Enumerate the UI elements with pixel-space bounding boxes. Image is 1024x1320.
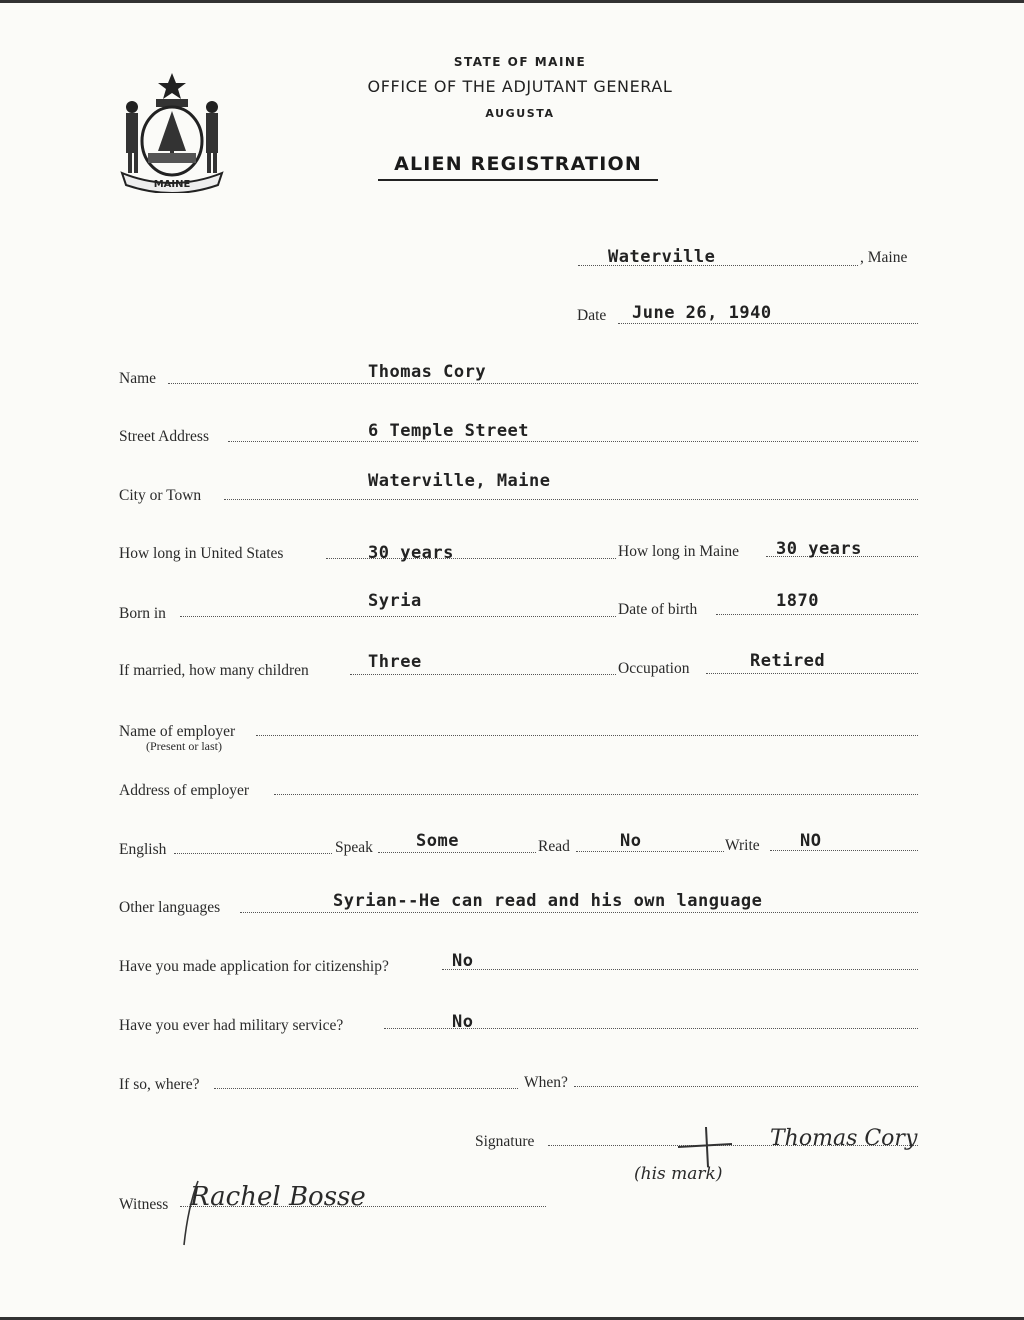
other-languages-label: Other languages	[119, 899, 221, 916]
maine-state-seal-icon	[116, 69, 228, 193]
born-value[interactable]: Syria	[368, 591, 422, 611]
speak-line	[378, 852, 536, 853]
citizenship-label: Have you made application for citizenship?	[119, 958, 389, 975]
city-value[interactable]: Waterville, Maine	[368, 471, 551, 491]
name-line	[168, 383, 918, 384]
name-label: Name	[119, 370, 157, 387]
children-line	[350, 674, 616, 675]
street-label: Street Address	[119, 428, 209, 445]
read-line	[576, 851, 724, 852]
where-label: If so, where?	[119, 1076, 200, 1093]
witness-signature	[180, 1167, 450, 1251]
when-line	[574, 1086, 918, 1087]
witness-label: Witness	[119, 1196, 169, 1213]
military-label: Have you ever had military service?	[119, 1017, 344, 1034]
date-label: Date	[577, 307, 607, 324]
employer-sublabel: (Present or last)	[146, 739, 222, 753]
signature-mark-note: (his mark)	[634, 1164, 723, 1184]
employer-label: Name of employer	[119, 723, 236, 740]
read-value[interactable]: No	[620, 831, 642, 851]
seal-banner-text: MAINE	[153, 179, 191, 190]
occupation-line	[706, 673, 918, 674]
dob-label: Date of birth	[618, 601, 698, 618]
occupation-label: Occupation	[618, 660, 690, 677]
form-title: ALIEN REGISTRATION	[378, 153, 658, 181]
header-state: STATE OF MAINE	[453, 55, 587, 69]
write-label: Write	[725, 837, 760, 854]
military-value[interactable]: No	[452, 1012, 474, 1032]
header-office: OFFICE OF THE ADJUTANT GENERAL	[367, 77, 673, 96]
street-line	[228, 441, 918, 442]
street-value[interactable]: 6 Temple Street	[368, 421, 530, 441]
signature-label: Signature	[475, 1133, 535, 1150]
date-value[interactable]: June 26, 1940	[632, 303, 772, 323]
where-line	[214, 1088, 518, 1089]
employer-address-line	[274, 794, 918, 795]
occupation-value[interactable]: Retired	[750, 651, 826, 671]
signature-mark	[620, 1115, 940, 1191]
children-value[interactable]: Three	[368, 652, 422, 672]
maine-years-value[interactable]: 30 years	[776, 539, 862, 559]
place-value[interactable]: Waterville	[608, 247, 716, 267]
when-label: When?	[524, 1074, 568, 1091]
speak-value[interactable]: Some	[416, 831, 459, 851]
us-years-label: How long in United States	[119, 545, 284, 562]
speak-label: Speak	[335, 839, 373, 856]
write-value[interactable]: NO	[800, 831, 822, 851]
witness-value: Rachel Bosse	[190, 1182, 366, 1212]
signature-value: Thomas Cory	[770, 1126, 918, 1151]
city-label: City or Town	[119, 487, 202, 504]
header-city: AUGUSTA	[485, 107, 555, 120]
date-line	[618, 323, 918, 324]
name-value[interactable]: Thomas Cory	[368, 362, 487, 382]
english-line	[174, 853, 332, 854]
english-label: English	[119, 841, 167, 858]
citizenship-value[interactable]: No	[452, 951, 474, 971]
write-line	[770, 850, 918, 851]
children-label: If married, how many children	[119, 662, 309, 679]
read-label: Read	[538, 838, 570, 855]
dob-line	[716, 614, 918, 615]
citizenship-line	[442, 969, 918, 970]
other-languages-line	[240, 912, 918, 913]
dob-value[interactable]: 1870	[776, 591, 819, 611]
city-line	[224, 499, 918, 500]
born-line	[180, 616, 616, 617]
maine-years-label: How long in Maine	[618, 543, 739, 560]
us-years-value[interactable]: 30 years	[368, 543, 454, 563]
born-label: Born in	[119, 605, 166, 622]
place-suffix: , Maine	[860, 249, 908, 266]
other-languages-value[interactable]: Syrian--He can read and his own language	[333, 891, 763, 911]
employer-line	[256, 735, 918, 736]
employer-address-label: Address of employer	[119, 782, 249, 799]
